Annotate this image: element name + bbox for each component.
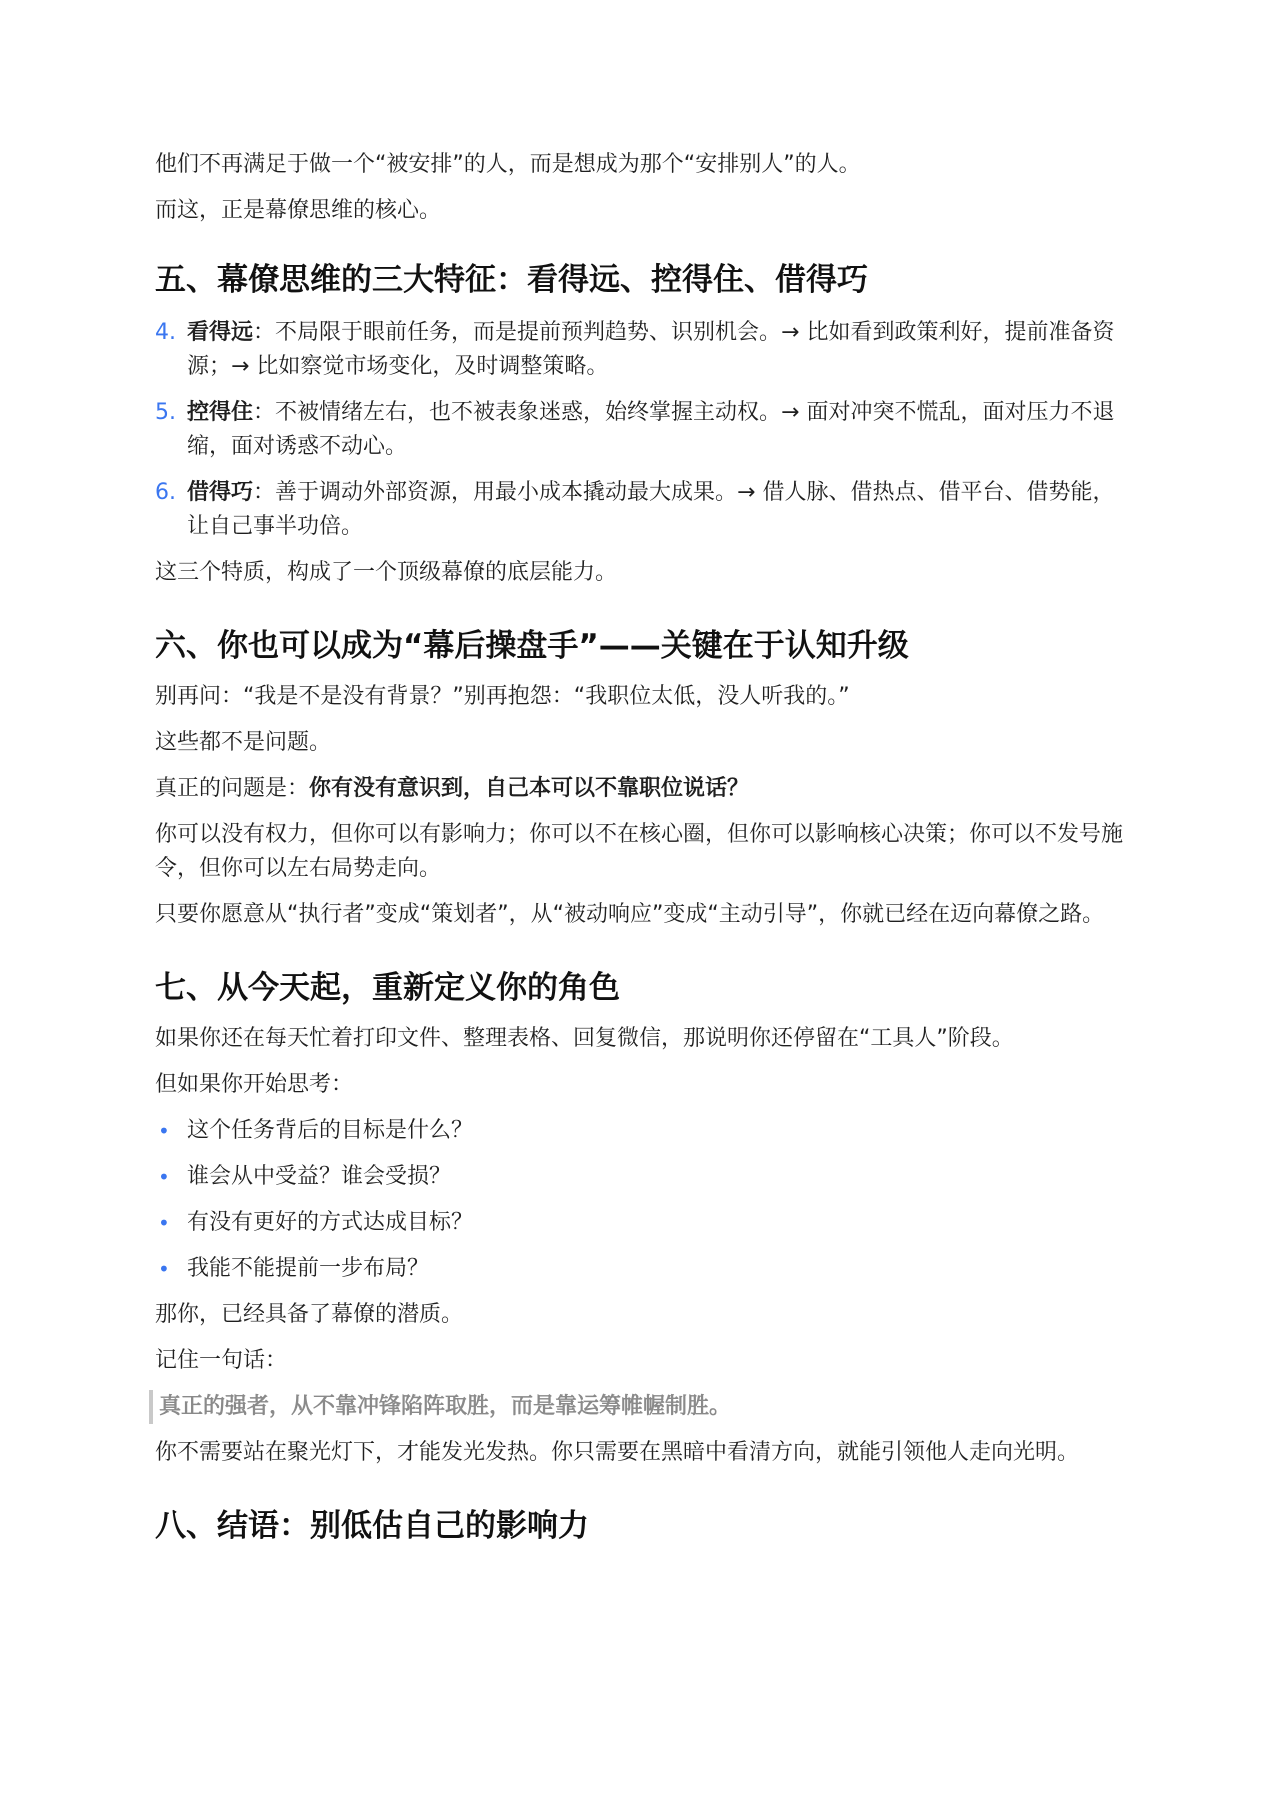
list-item	[155, 1114, 1125, 1148]
section-5-list	[155, 316, 1125, 544]
blockquote: 真正的强者，从不靠冲锋陷阵取胜，而是靠运筹帷幄制胜。	[149, 1390, 1125, 1424]
list-item-text: 有没有更好的方式达成目标？	[187, 1210, 474, 1235]
list-item-text: 谁会从中受益？谁会受损？	[187, 1164, 452, 1189]
section-6-paragraph-4: 你可以没有权力，但你可以有影响力；你可以不在核心圈，但你可以影响核心决策；你可以不发号施令，但你可以左右局势走向。	[155, 822, 1124, 881]
section-7-paragraph-3: 那你，已经具备了幕僚的潜质。	[155, 1302, 464, 1327]
paragraph-prefix: 真正的问题是：	[155, 776, 310, 801]
section-7-bullets	[155, 1114, 1125, 1286]
bullet-icon: •	[158, 1257, 170, 1281]
list-item-text: 我能不能提前一步布局？	[187, 1256, 430, 1281]
list-item	[155, 396, 1125, 464]
list-item-term: 借得巧	[187, 480, 254, 505]
section-7-paragraph-1: 如果你还在每天忙着打印文件、整理表格、回复微信，那说明你还停留在“工具人”阶段。	[155, 1026, 1014, 1051]
bullet-icon: •	[158, 1119, 170, 1143]
section-8-heading: 八、结语：别低估自己的影响力	[155, 1508, 589, 1544]
list-item	[155, 476, 1125, 544]
list-item-text: ：不被情绪左右，也不被表象迷惑，始终掌握主动权。→ 面对冲突不慌乱，面对压力不退缩，面对诱惑不动心。	[187, 400, 1115, 459]
section-6-paragraph-5: 只要你愿意从“执行者”变成“策划者”，从“被动响应”变成“主动引导”，你就已经在迈向幕僚之路。	[155, 902, 1105, 927]
section-6-paragraph-2: 这些都不是问题。	[155, 730, 332, 755]
list-item-text: ：善于调动外部资源，用最小成本撬动最大成果。→ 借人脉、借热点、借平台、借势能，让自己事半功倍。	[187, 480, 1115, 539]
list-item	[155, 316, 1125, 384]
section-5-heading: 五、幕僚思维的三大特征：看得远、控得住、借得巧	[155, 262, 868, 298]
list-number: 5.	[155, 400, 176, 425]
intro-paragraph-2: 而这，正是幕僚思维的核心。	[155, 198, 442, 223]
list-number: 6.	[155, 480, 176, 505]
section-6-paragraph-3	[155, 772, 1125, 806]
section-7-paragraph-5: 你不需要站在聚光灯下，才能发光发热。你只需要在黑暗中看清方向，就能引领他人走向光明。	[155, 1440, 1080, 1465]
document-page	[155, 148, 1125, 1548]
section-6-heading: 六、你也可以成为“幕后操盘手”——关键在于认知升级	[155, 628, 909, 664]
paragraph-emphasis: 你有没有意识到，自己本可以不靠职位说话？	[309, 776, 750, 801]
section-7-heading: 七、从今天起，重新定义你的角色	[155, 970, 620, 1006]
bullet-icon: •	[158, 1165, 170, 1189]
list-item-text: 这个任务背后的目标是什么？	[187, 1118, 474, 1143]
section-7-paragraph-2: 但如果你开始思考：	[155, 1072, 354, 1097]
section-5-summary: 这三个特质，构成了一个顶级幕僚的底层能力。	[155, 560, 618, 585]
list-item	[155, 1160, 1125, 1194]
list-item-text: ：不局限于眼前任务，而是提前预判趋势、识别机会。→ 比如看到政策利好，提前准备资源；→ 比如察觉市场变化，及时调整策略。	[187, 320, 1115, 379]
section-6-paragraph-1: 别再问：“我是不是没有背景？”别再抱怨：“我职位太低，没人听我的。”	[155, 684, 850, 709]
list-item	[155, 1252, 1125, 1286]
bullet-icon: •	[158, 1211, 170, 1235]
intro-paragraph-1: 他们不再满足于做一个“被安排”的人，而是想成为那个“安排别人”的人。	[155, 152, 861, 177]
list-item-term: 控得住	[187, 400, 254, 425]
list-item	[155, 1206, 1125, 1240]
section-7-paragraph-4: 记住一句话：	[155, 1348, 288, 1373]
list-item-term: 看得远	[187, 320, 254, 345]
list-number: 4.	[155, 320, 176, 345]
